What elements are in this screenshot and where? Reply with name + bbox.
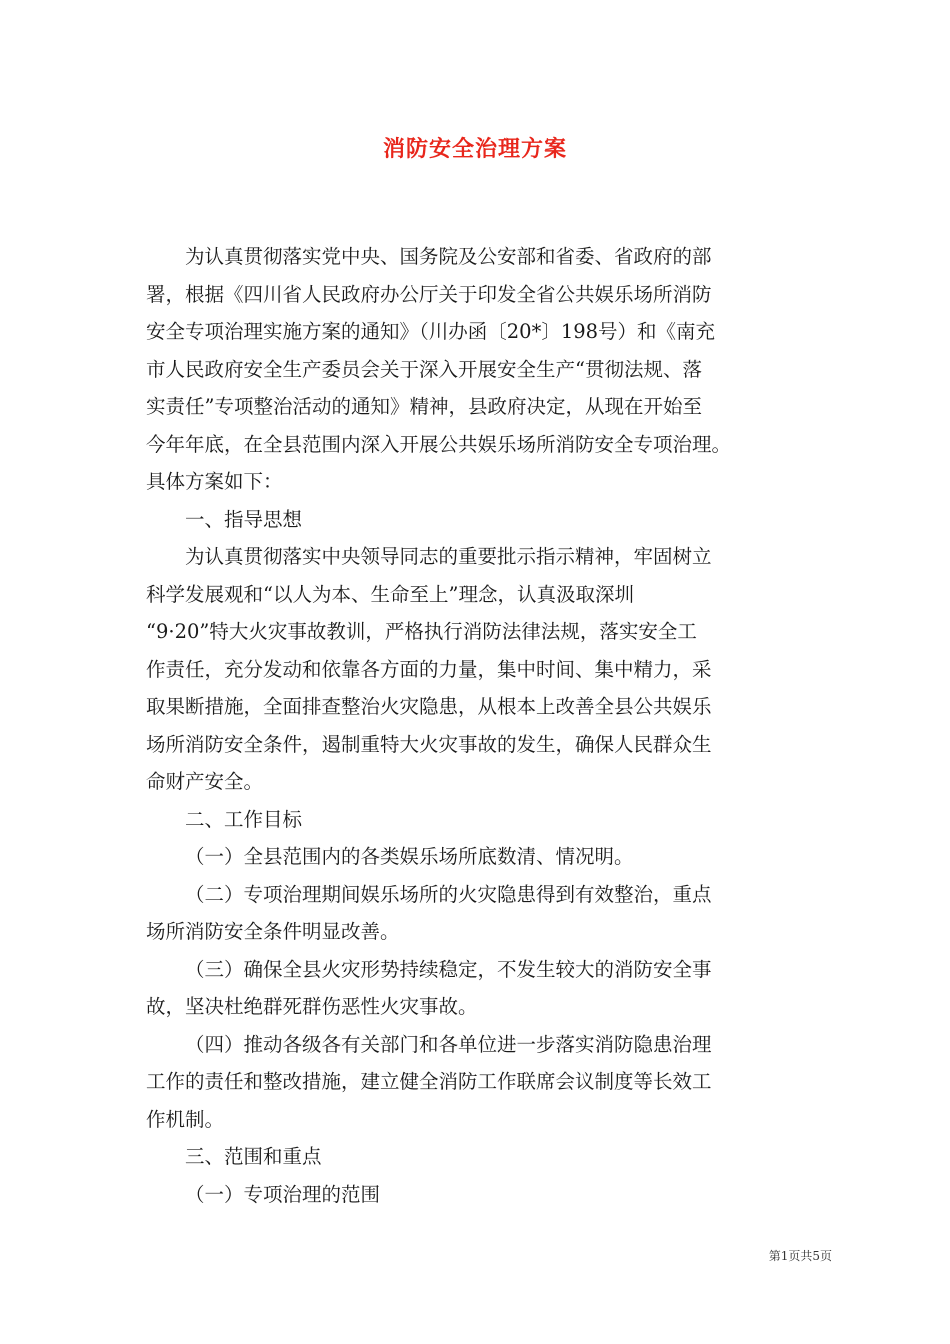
page-number: 第1页共5页 <box>768 1249 832 1263</box>
text-line: 作机制。 <box>146 1107 225 1131</box>
text-line: 三、范围和重点 <box>185 1145 322 1168</box>
text-line: 为认真贯彻落实党中央、国务院及公安部和省委、省政府的部 <box>185 245 712 268</box>
text-line: 场所消防安全条件，遏制重特大火灾事故的发生，确保人民群众生 <box>146 732 712 756</box>
text-line: （二）专项治理期间娱乐场所的火灾隐患得到有效整治，重点 <box>185 882 712 906</box>
text-line: 科学发展观和“以人为本、生命至上”理念，认真汲取深圳 <box>146 582 634 606</box>
text-line: 安全专项治理实施方案的通知》（川办函〔20*〕198号）和《南充 <box>146 320 716 343</box>
text-line: 署，根据《四川省人民政府办公厅关于印发全省公共娱乐场所消防 <box>146 282 712 306</box>
text-line: 二、工作目标 <box>185 807 303 831</box>
text-line: 具体方案如下： <box>146 470 283 493</box>
text-line: （一）专项治理的范围 <box>185 1182 381 1206</box>
document-body <box>146 238 812 1213</box>
text-line: 实责任”专项整治活动的通知》精神，县政府决定，从现在开始至 <box>146 395 702 418</box>
text-line: 取果断措施，全面排查整治火灾隐患，从根本上改善全县公共娱乐 <box>146 695 712 718</box>
text-line: 市人民政府安全生产委员会关于深入开展安全生产“贯彻法规、落 <box>146 357 702 381</box>
text-line: “9·20”特大火灾事故教训，严格执行消防法律法规，落实安全工 <box>146 620 697 643</box>
text-line: 场所消防安全条件明显改善。 <box>146 920 400 943</box>
text-line: 今年年底，在全县范围内深入开展公共娱乐场所消防安全专项治理。 <box>146 432 732 456</box>
text-line: （三）确保全县火灾形势持续稳定，不发生较大的消防安全事 <box>185 957 712 981</box>
text-line: 一、指导思想 <box>185 507 303 531</box>
text-line: 命财产安全。 <box>146 770 264 793</box>
text-line: 为认真贯彻落实中央领导同志的重要批示指示精神，牢固树立 <box>185 545 712 568</box>
text-line: 工作的责任和整改措施，建立健全消防工作联席会议制度等长效工 <box>146 1070 712 1093</box>
text-line: 作责任，充分发动和依靠各方面的力量，集中时间、集中精力，采 <box>146 657 712 681</box>
text-line: 故，坚决杜绝群死群伤恶性火灾事故。 <box>146 995 478 1018</box>
text-line: （四）推动各级各有关部门和各单位进一步落实消防隐患治理 <box>185 1032 712 1056</box>
text-line: （一）全县范围内的各类娱乐场所底数清、情况明。 <box>185 845 634 868</box>
document-title: 消防安全治理方案 <box>382 136 567 162</box>
